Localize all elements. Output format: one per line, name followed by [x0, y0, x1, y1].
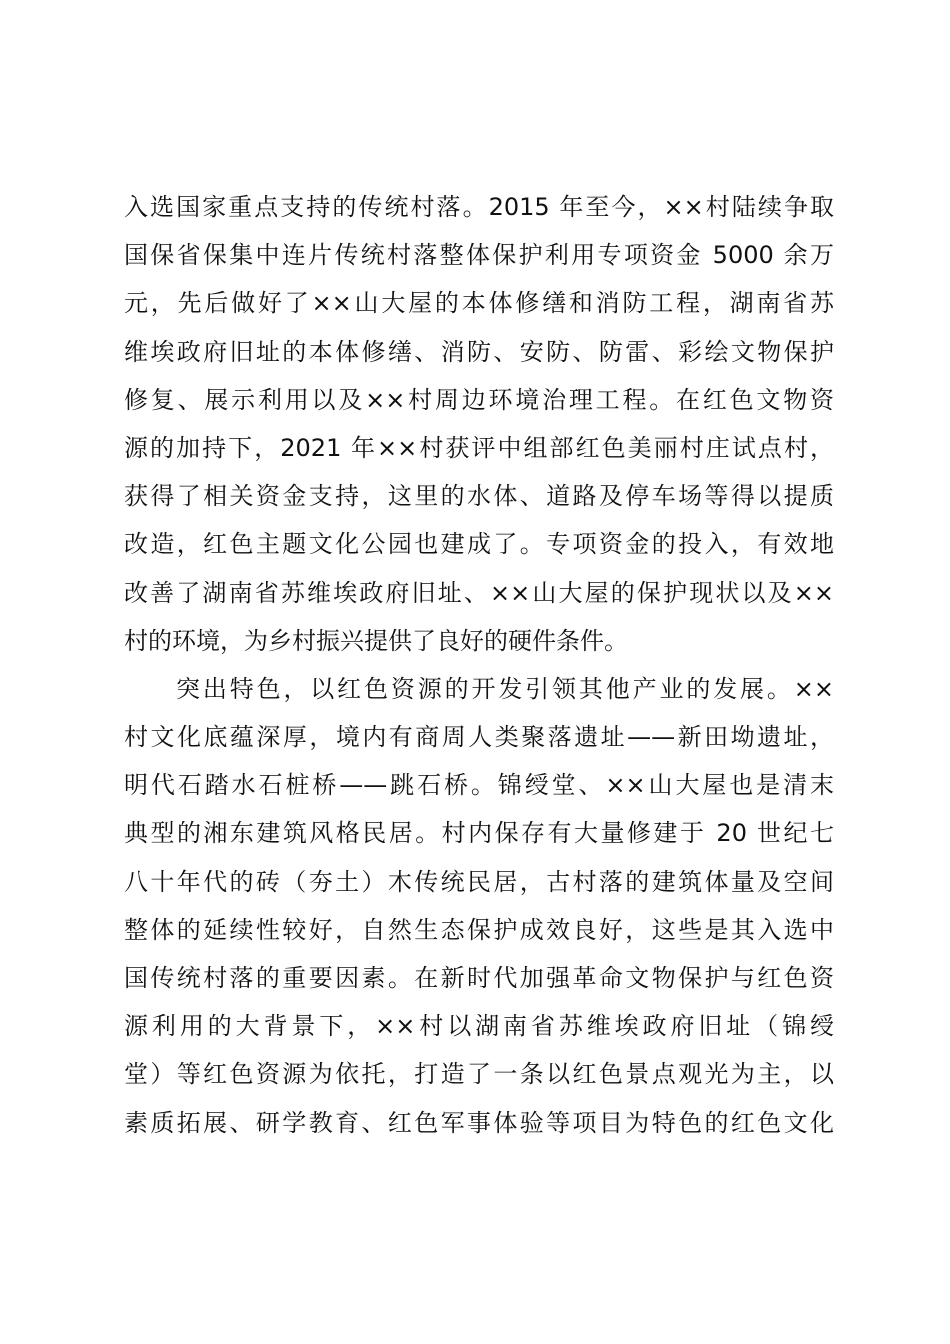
text-line: 国传统村落的重要因素。在新时代加强革命文物保护与红色资: [124, 964, 834, 992]
text-line: 素质拓展、研学教育、红色军事体验等项目为特色的红色文化: [124, 1108, 834, 1137]
text-line: 村文化底蕴深厚，境内有商周人类聚落遗址——新田坳遗址，: [124, 723, 834, 752]
text-line: 国保省保集中连片传统村落整体保护利用专项资金 5000 余万: [124, 241, 834, 270]
text-line: 元，先后做好了××山大屋的本体修缮和消防工程，湖南省苏: [124, 289, 834, 318]
text-line: 八十年代的砖（夯土）木传统民居，古村落的建筑体量及空间: [124, 867, 834, 896]
paragraph-start-line: 突出特色，以红色资源的开发引领其他产业的发展。××: [176, 674, 834, 703]
body-text: [124, 183, 834, 1147]
text-line: 源的加持下，2021 年××村获评中组部红色美丽村庄试点村，: [124, 433, 834, 462]
text-line: 改造，红色主题文化公园也建成了。专项资金的投入，有效地: [124, 530, 834, 559]
text-line: 修复、展示利用以及××村周边环境治理工程。在红色文物资: [124, 385, 834, 414]
text-line: 获得了相关资金支持，这里的水体、道路及停车场等得以提质: [124, 482, 834, 511]
paragraph-end-line: 村的环境，为乡村振兴提供了良好的硬件条件。: [124, 626, 628, 655]
text-line: 源利用的大背景下，××村以湖南省苏维埃政府旧址（锦绶: [124, 1012, 834, 1041]
text-line: 改善了湖南省苏维埃政府旧址、××山大屋的保护现状以及××: [124, 578, 834, 607]
text-line: 明代石踏水石桩桥——跳石桥。锦绶堂、××山大屋也是清末: [124, 771, 834, 800]
text-line: 维埃政府旧址的本体修缮、消防、安防、防雷、彩绘文物保护: [124, 337, 834, 366]
text-line: 堂）等红色资源为依托，打造了一条以红色景点观光为主，以: [124, 1060, 834, 1089]
text-line: 整体的延续性较好，自然生态保护成效良好，这些是其入选中: [124, 915, 834, 944]
text-line: 入选国家重点支持的传统村落。2015 年至今，××村陆续争取: [124, 193, 834, 221]
text-line: 典型的湘东建筑风格民居。村内保存有大量修建于 20 世纪七: [124, 819, 834, 848]
